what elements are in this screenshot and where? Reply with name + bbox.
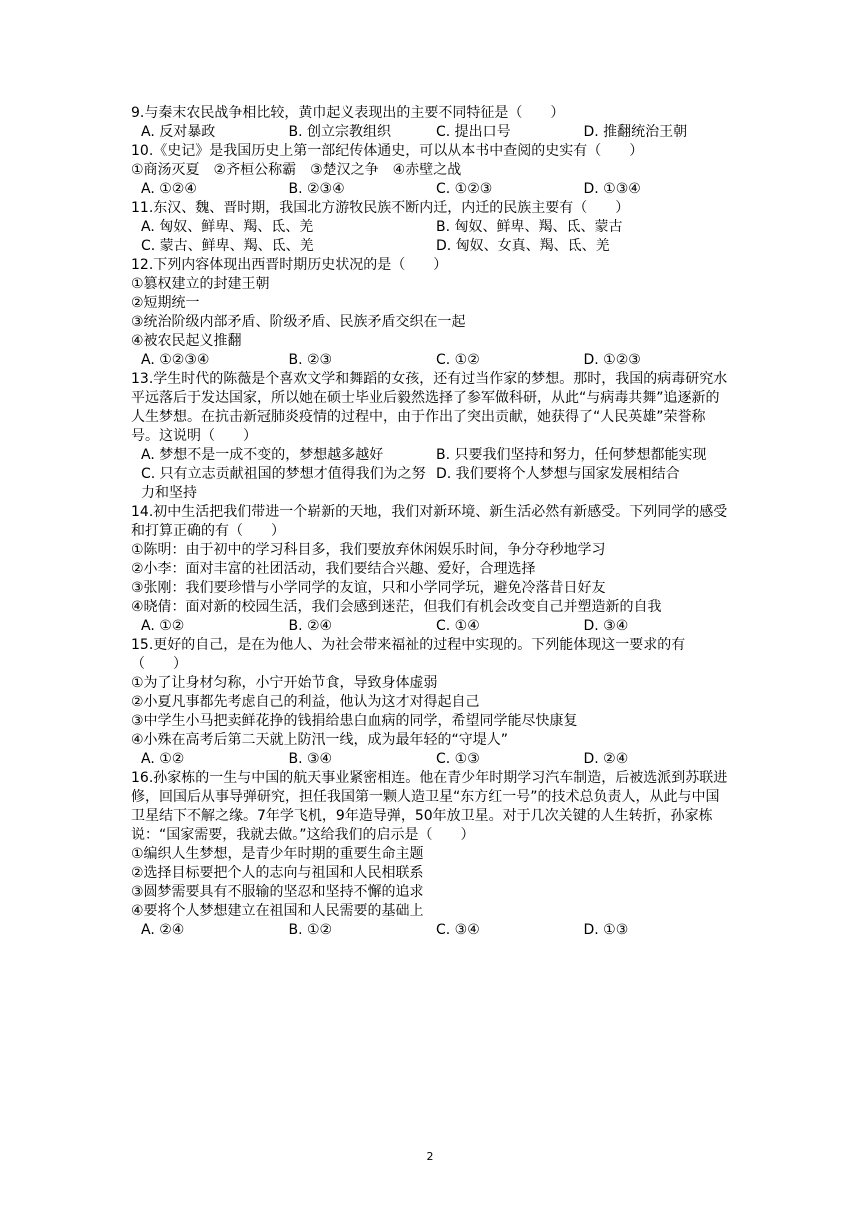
options: [131, 921, 731, 940]
options: [131, 180, 731, 199]
option-a: A. 匈奴、鲜卑、羯、氐、羌: [141, 219, 314, 235]
question-stem: 12.下列内容体现出西晋时期历史状况的是（ ）: [131, 257, 448, 273]
option-c: C. 蒙古、鲜卑、羯、氐、羌: [141, 238, 314, 254]
option-b: B. 匈奴、鲜卑、羯、氐、蒙古: [436, 219, 623, 235]
question-stem: 13.学生时代的陈薇是个喜欢文学和舞蹈的女孩，还有过当作家的梦想。那时，我国的病毒研究水平远落后于发达国家，所以她在硕士毕业后毅然选择了参军做科研，从此“与病毒共舞”追逐新的人生梦想。在抗击新冠肺炎疫情的过程中，由于作出了突出贡献，她获得了“人民英雄”荣誉称号。这说明（ ）: [131, 371, 728, 444]
option-d: D. 匈奴、女真、羯、氐、羌: [436, 238, 610, 254]
option-d: D. ①②③: [583, 352, 641, 368]
option-c: C. ①②③: [436, 181, 493, 197]
question-16: [131, 769, 731, 940]
question-stem: 16.孙家栋的一生与中国的航天事业紧密相连。他在青少年时期学习汽车制造，后被选派到苏联进修，回国后从事导弹研究，担任我国第一颗人造卫星“东方红一号”的技术总负责人，从此与中国卫星结下不解之缘。7年学飞机，9年造导弹，50年放卫星。对于几次关键的人生转折，孙家栋说：“国家需要，我就去做。”这给我们的启示是（ ）: [131, 770, 728, 843]
options: [131, 123, 731, 142]
option-d: D. ①③: [583, 922, 629, 938]
statement-item: ②选择目标要把个人的志向与祖国和人民相联系: [131, 865, 424, 881]
options: [131, 750, 731, 769]
statement-item: ②短期统一: [131, 295, 200, 311]
options: [131, 351, 731, 370]
statement-item: ④晓倩：面对新的校园生活，我们会感到迷茫，但我们有机会改变自己并塑造新的自我: [131, 599, 662, 615]
statement-item: ③圆梦需要具有不服输的坚忍和坚持不懈的追求: [131, 884, 424, 900]
question-11: [131, 199, 731, 256]
statement-item: ④小殊在高考后第二天就上防汛一线，成为最年轻的“守堤人”: [131, 732, 509, 748]
statement-item: ①陈明：由于初中的学习科目多，我们要放弃休闲娱乐时间，争分夺秒地学习: [131, 542, 606, 558]
option-a: A. 梦想不是一成不变的，梦想越多越好: [141, 447, 384, 463]
option-a: A. 反对暴政: [141, 124, 216, 140]
options: [131, 446, 731, 503]
question-14: [131, 503, 731, 636]
statement-item: ①篡权建立的封建王朝: [131, 276, 270, 292]
page-number: 2: [426, 1150, 434, 1163]
statement-item: ②小夏凡事都先考虑自己的利益，他认为这才对得起自己: [131, 694, 480, 710]
option-b: B. ②③④: [288, 181, 345, 197]
option-c: C. ①④: [436, 618, 480, 634]
statement-item: ③中学生小马把卖鲜花挣的钱捐给患白血病的同学，希望同学能尽快康复: [131, 713, 578, 729]
option-b: B. ②③: [288, 352, 333, 368]
statement-item: ④要将个人梦想建立在祖国和人民需要的基础上: [131, 903, 424, 919]
option-c: C. 提出口号: [436, 124, 511, 140]
options: [131, 218, 731, 256]
option-c: C. ①③: [436, 751, 480, 767]
question-stem: 11.东汉、魏、晋时期，我国北方游牧民族不断内迁，内迁的民族主要有（ ）: [131, 200, 630, 216]
question-list: [131, 104, 731, 940]
question-stem: 10.《史记》是我国历史上第一部纪传体通史，可以从本书中查阅的史实有（ ）: [131, 143, 644, 159]
statement-item: ②小李：面对丰富的社团活动，我们要结合兴趣、爱好，合理选择: [131, 561, 536, 577]
options: [131, 617, 731, 636]
option-d: D. 推翻统治王朝: [583, 124, 688, 140]
option-c: C. ①②: [436, 352, 480, 368]
option-b: B. 只要我们坚持和努力，任何梦想都能实现: [436, 447, 707, 463]
option-a: A. ①②: [141, 618, 185, 634]
statement-item: ④被农民起义推翻: [131, 333, 242, 349]
statement-item: ①编织人生梦想，是青少年时期的重要生命主题: [131, 846, 424, 862]
option-d: D. 我们要将个人梦想与国家发展相结合: [436, 466, 680, 482]
option-b: B. ②④: [288, 618, 333, 634]
option-d: D. ①③④: [583, 181, 641, 197]
question-9: [131, 104, 731, 142]
question-13: [131, 370, 731, 503]
question-15: [131, 636, 731, 769]
statement-item: ①为了让身材匀称，小宁开始节食，导致身体虚弱: [131, 675, 438, 691]
option-a: A. ①②④: [141, 181, 197, 197]
statement-item: ①商汤灭夏 ②齐桓公称霸 ③楚汉之争 ④赤壁之战: [131, 162, 462, 178]
option-d: D. ②④: [583, 751, 629, 767]
question-stem: 9.与秦末农民战争相比较，黄巾起义表现出的主要不同特征是（ ）: [131, 105, 565, 121]
option-c: C. 只有立志贡献祖国的梦想才值得我们为之努力和坚持: [141, 466, 426, 501]
question-10: [131, 142, 731, 199]
statement-item: ③张刚：我们要珍惜与小学同学的友谊，只和小学同学玩，避免冷落昔日好友: [131, 580, 606, 596]
option-a: A. ①②: [141, 751, 185, 767]
statement-item: ③统治阶级内部矛盾、阶级矛盾、民族矛盾交织在一起: [131, 314, 466, 330]
question-stem: 15.更好的自己，是在为他人、为社会带来福祉的过程中实现的。下列能体现这一要求的有（ ）: [131, 637, 686, 672]
question-stem: 14.初中生活把我们带进一个崭新的天地，我们对新环境、新生活必然有新感受。下列同学的感受和打算正确的有（ ）: [131, 504, 728, 539]
option-b: B. 创立宗教组织: [288, 124, 392, 140]
question-12: [131, 256, 731, 370]
option-c: C. ③④: [436, 922, 480, 938]
option-d: D. ③④: [583, 618, 629, 634]
option-b: B. ③④: [288, 751, 333, 767]
option-a: A. ②④: [141, 922, 185, 938]
option-b: B. ①②: [288, 922, 333, 938]
option-a: A. ①②③④: [141, 352, 210, 368]
